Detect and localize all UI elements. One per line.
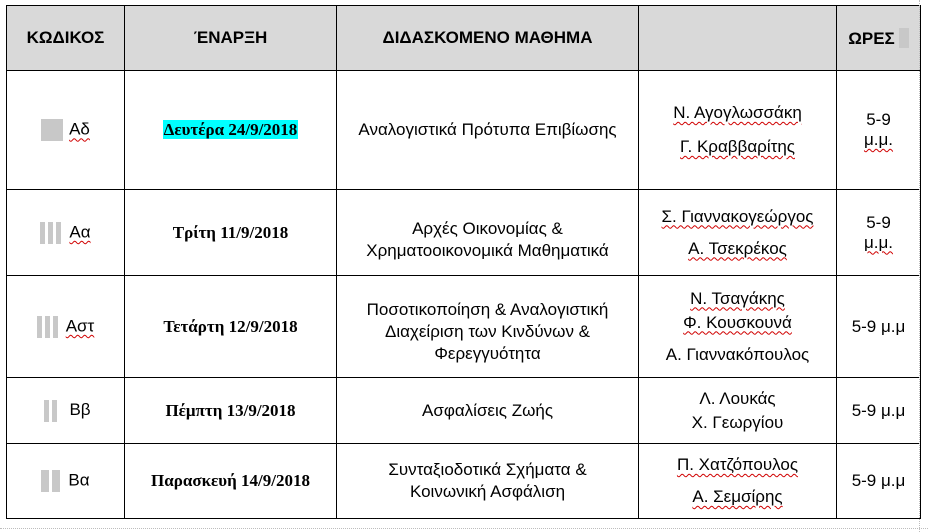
course-code [7, 190, 125, 276]
course-line: Αρχές Οικονομίας & [412, 218, 563, 238]
hours-line: 5-9 μ.μ [851, 471, 906, 490]
instructors [639, 71, 837, 190]
table-header-row [7, 6, 921, 71]
start-date: Πέμπτη 13/9/2018 [125, 378, 337, 444]
course-title [337, 378, 639, 444]
course-code-text: Αα [69, 221, 91, 241]
instructor-name [639, 205, 836, 229]
instructor-name-text: Γ. Κραββαρίτης [680, 137, 795, 156]
hours-line: μ.μ. [863, 232, 894, 252]
page-margin-guide [919, 0, 921, 532]
table-row [7, 444, 921, 519]
instructor-name [639, 237, 836, 261]
course-title [337, 190, 639, 276]
course-line: Χρηματοοικονομικά Μαθηματικά [366, 240, 609, 260]
instructor-name [639, 287, 836, 311]
hours [837, 378, 921, 444]
course-line: Διαχείριση των Κινδύνων & [384, 321, 591, 341]
hours-line: μ.μ. [863, 130, 894, 149]
redacted-block [41, 119, 63, 141]
table-row [7, 190, 921, 276]
start-date: Τρίτη 11/9/2018 [125, 190, 337, 276]
course-line: Φερεγγυότητα [434, 343, 541, 363]
course-code-text: Ββ [69, 399, 91, 419]
instructor-name: Χ. Γεωργίου [691, 412, 784, 432]
table-row [7, 71, 921, 190]
header-start: ΈΝΑΡΞΗ [125, 6, 337, 71]
course-line: Ποσοτικοποίηση & Αναλογιστική [366, 299, 609, 319]
instructor-name-text: Ν. Τσαγάκης [690, 288, 785, 308]
redacted-block [899, 28, 909, 48]
instructor-name [639, 453, 836, 477]
instructor-name-text: Σ. Γιαννακογεώργος [661, 206, 814, 226]
instructors [639, 190, 837, 276]
instructor-name [639, 311, 836, 335]
instructor-name-text: Α. Σεμσίρης [692, 487, 783, 506]
hours-line: 5-9 μ.μ [851, 400, 906, 420]
header-code: ΚΩΔΙΚΟΣ [7, 6, 125, 71]
instructor-name: Α. Γιαννακόπουλος [665, 344, 810, 364]
hours [837, 190, 921, 276]
start-date: Παρασκευή 14/9/2018 [125, 444, 337, 519]
hours-line: 5-9 [866, 212, 891, 232]
hours [837, 276, 921, 378]
instructor-name: Λ. Λουκάς [699, 388, 776, 408]
instructors [639, 444, 837, 519]
redacted-block [40, 222, 64, 244]
course-title [337, 276, 639, 378]
start-date [125, 71, 337, 190]
course-line: Συνταξιοδοτικά Σχήματα & [388, 460, 587, 479]
header-course: ΔΙΔΑΣΚΟΜΕΝΟ ΜΑΘΗΜΑ [337, 6, 639, 71]
instructor-name [639, 485, 836, 509]
table-row [7, 276, 921, 378]
course-line: Αναλογιστικά Πρότυπα Επιβίωσης [358, 120, 617, 139]
course-code-text: Αστ [65, 315, 95, 335]
instructor-name-text: Π. Χατζόπουλος [676, 455, 799, 474]
instructor-name [639, 101, 836, 125]
hours [837, 444, 921, 519]
course-title [337, 71, 639, 190]
header-hours-label: ΩΡΕΣ [848, 29, 895, 48]
course-code [7, 378, 125, 444]
instructors [639, 276, 837, 378]
course-code-text: Αδ [69, 119, 90, 139]
highlighted-date: Δευτέρα 24/9/2018 [163, 120, 298, 139]
header-instructors [639, 6, 837, 71]
page-margin-guide [0, 528, 928, 530]
start-date: Τετάρτη 12/9/2018 [125, 276, 337, 378]
course-line: Ασφαλίσεις Ζωής [421, 400, 554, 420]
course-code [7, 276, 125, 378]
instructor-name-text: Α. Τσεκρέκος [688, 238, 787, 258]
course-code-text: Βα [68, 470, 90, 490]
instructor-name-text: Ν. Αγογλωσσάκη [673, 103, 802, 122]
schedule-table [6, 5, 921, 519]
instructor-name-text: Φ. Κουσκουνά [683, 312, 792, 332]
header-hours [837, 6, 921, 71]
course-code [7, 71, 125, 190]
instructors [639, 378, 837, 444]
instructor-name [639, 135, 836, 159]
course-code [7, 444, 125, 519]
redacted-block [41, 470, 63, 492]
hours-line: 5-9 [866, 110, 891, 129]
redacted-block [37, 316, 61, 338]
redacted-block [44, 400, 60, 422]
course-title [337, 444, 639, 519]
hours [837, 71, 921, 190]
hours-line: 5-9 μ.μ [851, 316, 906, 336]
table-row [7, 378, 921, 444]
course-line: Κοινωνική Ασφάλιση [409, 482, 566, 501]
